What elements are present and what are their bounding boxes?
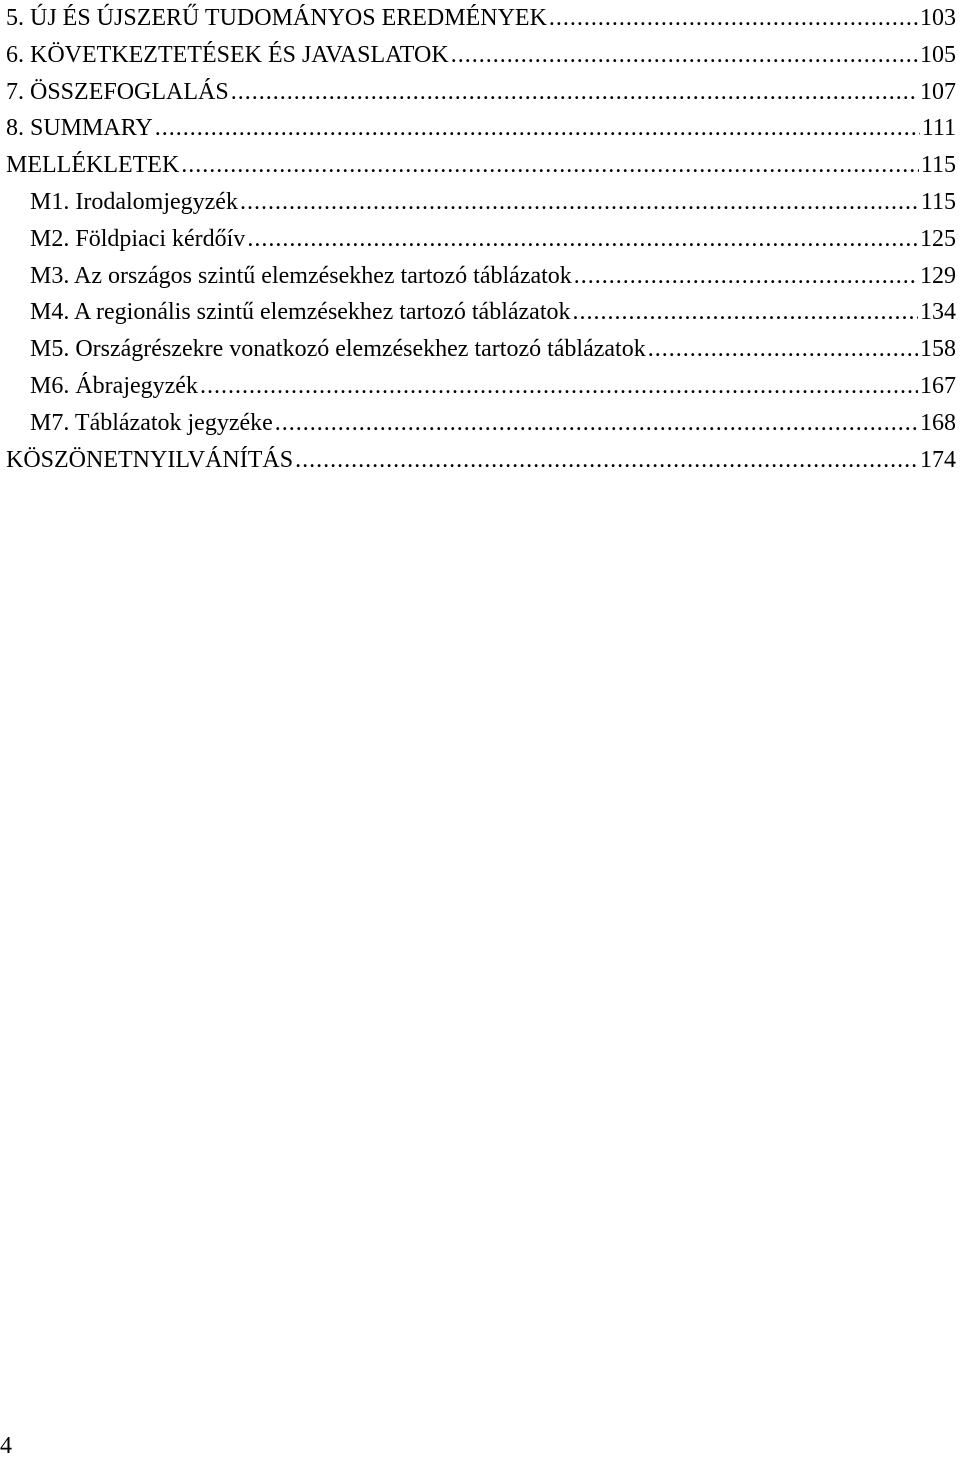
toc-entry-title: M6. Ábrajegyzék [30, 372, 198, 399]
toc-entry-page: 168 [920, 409, 956, 436]
toc-entry-page: 103 [920, 5, 956, 31]
toc-leader-dots [247, 221, 918, 258]
toc-entry[interactable] [6, 368, 956, 405]
toc-entry[interactable] [6, 184, 956, 221]
toc-leader-dots [240, 184, 919, 221]
toc-entry[interactable] [6, 221, 956, 258]
toc-leader-dots [181, 147, 919, 184]
toc-leader-dots [295, 442, 918, 479]
toc-entry[interactable] [6, 442, 956, 479]
toc-entry-page: 107 [920, 78, 956, 105]
page-number: 4 [0, 1433, 12, 1459]
toc-entry[interactable] [6, 405, 956, 442]
toc-entry-title: 6. KÖVETKEZTETÉSEK ÉS JAVASLATOK [6, 41, 449, 68]
toc-leader-dots [275, 405, 918, 442]
toc-entry-page: 174 [920, 446, 956, 473]
toc-leader-dots [572, 294, 918, 331]
toc-entry-page: 111 [921, 115, 956, 142]
toc-entry-page: 158 [920, 336, 956, 363]
toc-leader-dots [648, 331, 918, 368]
toc-entry-title: M4. A regionális szintű elemzésekhez tartozó táblázatok [30, 299, 571, 326]
toc-entry-page: 125 [920, 225, 956, 252]
toc-entry-title: M1. Irodalomjegyzék [30, 188, 238, 215]
toc-entry-title: M5. Országrészekre vonatkozó elemzésekhez tartozó táblázatok [30, 336, 646, 363]
toc-entry[interactable] [6, 258, 956, 295]
toc-entry-title: M3. Az országos szintű elemzésekhez tartozó táblázatok [30, 262, 572, 289]
toc-entry[interactable] [6, 331, 956, 368]
toc-leader-dots [200, 368, 918, 405]
toc-entry[interactable] [6, 37, 956, 74]
toc-entry[interactable] [6, 110, 956, 147]
toc-entry-title: 7. ÖSSZEFOGLALÁS [6, 78, 229, 105]
toc-entry[interactable] [6, 0, 956, 37]
toc-entry-title: M2. Földpiaci kérdőív [30, 225, 246, 252]
toc-entry-title: KÖSZÖNETNYILVÁNÍTÁS [6, 446, 294, 473]
toc-leader-dots [231, 74, 918, 111]
toc-entry-page: 115 [920, 188, 956, 215]
toc-entry-page: 129 [920, 262, 956, 289]
table-of-contents [6, 0, 956, 478]
toc-entry-page: 115 [920, 152, 956, 179]
toc-leader-dots [549, 0, 918, 37]
toc-entry[interactable] [6, 294, 956, 331]
toc-leader-dots [155, 110, 920, 147]
toc-entry[interactable] [6, 74, 956, 111]
toc-entry-page: 134 [920, 299, 956, 326]
toc-entry-title: 8. SUMMARY [6, 115, 153, 142]
toc-entry-title: M7. Táblázatok jegyzéke [30, 409, 273, 436]
toc-entry-page: 105 [920, 41, 956, 68]
toc-leader-dots [451, 37, 918, 74]
toc-entry-title: 5. ÚJ ÉS ÚJSZERŰ TUDOMÁNYOS EREDMÉNYEK [6, 5, 547, 31]
toc-entry-page: 167 [920, 372, 956, 399]
toc-entry[interactable] [6, 147, 956, 184]
toc-leader-dots [574, 258, 918, 295]
toc-entry-title: MELLÉKLETEK [6, 152, 180, 179]
